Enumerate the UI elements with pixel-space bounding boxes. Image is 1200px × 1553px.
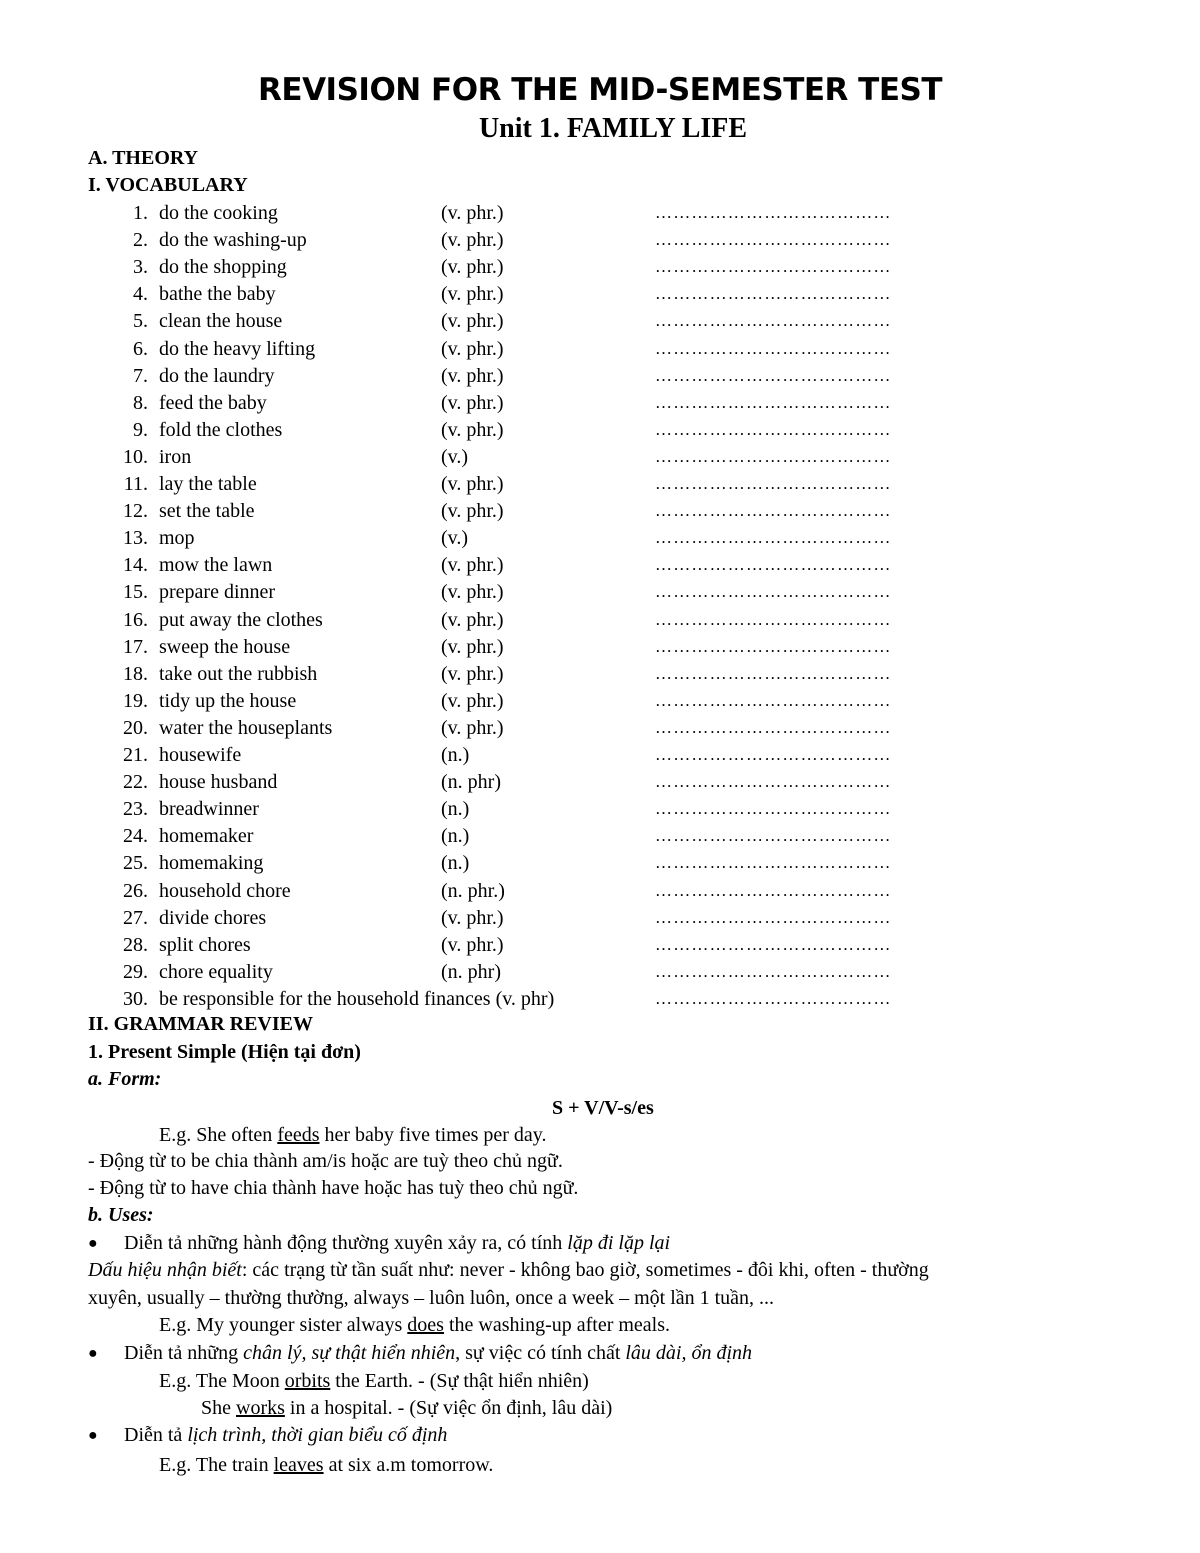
answer-blank[interactable]: ………………………………… [655,311,892,331]
vocabulary-term: mow the lawn [159,554,273,577]
answer-blank[interactable]: ………………………………… [655,609,892,629]
use-text: Diễn tả những [124,1342,244,1364]
vocabulary-part-of-speech: (v. phr.) [441,608,504,631]
answer-blank[interactable]: ………………………………… [655,745,892,764]
signs-text: : các trạng từ tần suất như: never - không bao giờ, sometimes - đôi khi, often - thường [241,1259,929,1281]
use-item [124,1341,752,1365]
use-text: Diễn tả [124,1424,188,1446]
use-emphasis: chân lý, sự thật hiển nhiên [243,1342,456,1364]
vocabulary-term: do the washing-up [159,229,307,252]
example-text: the washing-up after meals. [443,1314,671,1336]
vocabulary-number: 13. [123,527,148,550]
vocabulary-term: do the laundry [159,364,275,387]
vocabulary-part-of-speech: (v. phr.) [441,337,504,360]
vocabulary-part-of-speech: (n.) [441,798,470,821]
vocabulary-part-of-speech: (v. phr.) [441,906,504,929]
vocabulary-part-of-speech: (n. phr) [441,771,501,794]
answer-blank[interactable]: ………………………………… [655,474,892,493]
example-verb: leaves [273,1454,324,1476]
example-text: E.g. She often [159,1124,278,1146]
vocabulary-number: 19. [123,689,148,712]
answer-blank[interactable]: ………………………………… [655,717,892,737]
answer-blank[interactable]: ………………………………… [655,284,892,304]
bullet-icon: ● [88,1427,98,1444]
vocabulary-term: split chores [159,933,251,956]
unit-title: Unit 1. FAMILY LIFE [478,113,748,144]
vocabulary-term: do the shopping [159,256,287,279]
answer-blank[interactable]: ………………………………… [655,555,892,575]
answer-blank[interactable]: ………………………………… [655,907,892,927]
vocabulary-number: 8. [133,391,148,414]
vocabulary-number: 3. [133,256,148,279]
example-text: She [201,1397,236,1419]
grammar-heading: II. GRAMMAR REVIEW [88,1013,313,1035]
vocabulary-term: be responsible for the household finances (v. phr) [159,987,555,1010]
vocabulary-term: iron [159,445,192,468]
vocabulary-part-of-speech: (v. phr.) [441,554,504,577]
vocabulary-term: fold the clothes [159,418,283,441]
bullet-icon: ● [88,1235,98,1252]
vocabulary-part-of-speech: (v. phr.) [441,202,504,224]
vocabulary-term: prepare dinner [159,581,276,604]
answer-blank[interactable]: ………………………………… [655,501,892,521]
vocabulary-part-of-speech: (v. phr.) [441,473,504,495]
use-emphasis: lâu dài, ổn định [625,1342,753,1364]
example-text: E.g. The Moon [159,1370,285,1392]
vocabulary-part-of-speech: (v. phr.) [441,364,504,387]
vocabulary-term: tidy up the house [159,689,297,712]
answer-blank[interactable]: ………………………………… [655,880,892,900]
vocabulary-number: 23. [123,798,148,821]
bullet-icon: ● [88,1345,98,1362]
use-item [124,1423,447,1447]
answer-blank[interactable]: ………………………………… [655,446,892,466]
answer-blank[interactable]: ………………………………… [655,772,892,792]
vocabulary-part-of-speech: (n.) [441,825,470,848]
vocabulary-term: divide chores [159,906,267,929]
answer-blank[interactable]: ………………………………… [655,690,892,710]
vocabulary-part-of-speech: (v. phr.) [441,391,504,414]
vocabulary-term: household chore [159,879,291,902]
answer-blank[interactable]: ………………………………… [655,934,892,954]
example-text: in a hospital. - (Sự việc ổn định, lâu dài) [284,1397,613,1419]
formula: S + V/V-s/es [552,1097,654,1119]
vocabulary-term: feed the baby [159,391,267,414]
vocabulary-term: housewife [159,744,242,766]
answer-blank[interactable]: ………………………………… [655,663,892,683]
vocabulary-term: chore equality [159,960,273,983]
example-verb: orbits [284,1370,331,1392]
page-title: REVISION FOR THE MID-SEMESTER TEST [258,72,942,108]
vocabulary-part-of-speech: (v. phr.) [441,418,504,441]
vocabulary-part-of-speech: (n.) [441,852,470,875]
theory-heading: A. THEORY [88,147,199,169]
use-emphasis: lịch trình, thời gian biểu cố định [187,1424,448,1446]
vocabulary-term: homemaker [159,825,254,848]
answer-blank[interactable]: ………………………………… [655,419,892,439]
vocabulary-term: put away the clothes [159,608,323,631]
signs-label: Dấu hiệu nhận biết [88,1259,242,1281]
vocabulary-number: 10. [123,445,148,468]
vocabulary-term: mop [159,527,195,550]
vocabulary-term: clean the house [159,310,283,333]
vocabulary-part-of-speech: (n. phr) [441,960,501,983]
answer-blank[interactable]: ………………………………… [655,528,892,548]
answer-blank[interactable]: ………………………………… [655,988,892,1008]
vocabulary-number: 9. [133,418,148,441]
example-sentence [159,1313,670,1337]
example-text: her baby five times per day. [319,1124,547,1146]
vocabulary-term: lay the table [159,473,257,495]
answer-blank[interactable]: ………………………………… [655,203,892,222]
example-text: the Earth. - (Sự thật hiển nhiên) [330,1370,589,1392]
answer-blank[interactable]: ………………………………… [655,338,892,358]
vocabulary-part-of-speech: (v. phr.) [441,256,504,279]
vocabulary-number: 7. [133,364,148,387]
vocabulary-part-of-speech: (v. phr.) [441,662,504,685]
answer-blank[interactable]: ………………………………… [655,853,892,873]
vocabulary-part-of-speech: (v. phr.) [441,635,504,658]
vocabulary-number: 22. [123,771,148,794]
answer-blank[interactable]: ………………………………… [655,582,892,602]
vocabulary-term: do the cooking [159,202,278,224]
use-text: , sự việc có tính chất [455,1342,626,1364]
example-text: E.g. My younger sister always [159,1314,408,1336]
example-verb: feeds [277,1124,320,1146]
answer-blank[interactable]: ………………………………… [655,961,892,981]
vocabulary-part-of-speech: (v. phr.) [441,229,504,252]
example-sentence [201,1396,612,1420]
vocabulary-term: breadwinner [159,798,259,821]
example-verb: works [236,1397,285,1419]
vocabulary-number: 16. [123,608,148,631]
answer-blank[interactable]: ………………………………… [655,636,892,656]
vocabulary-number: 18. [123,662,148,685]
vocabulary-number: 29. [123,960,148,983]
vocabulary-term: house husband [159,771,278,794]
vocabulary-part-of-speech: (v. phr.) [441,500,504,523]
example-text: at six a.m tomorrow. [323,1454,494,1476]
vocabulary-part-of-speech: (v. phr.) [441,310,504,333]
answer-blank[interactable]: ………………………………… [655,392,892,412]
vocabulary-number: 27. [123,906,148,929]
vocabulary-term: do the heavy lifting [159,337,316,360]
vocabulary-term: bathe the baby [159,283,276,306]
signs-line [88,1258,929,1282]
vocabulary-number: 28. [123,933,148,956]
vocabulary-term: set the table [159,500,255,523]
vocabulary-number: 15. [123,581,148,604]
note-to-be: - Động từ to be chia thành am/is hoặc are tuỳ theo chủ ngữ. [88,1150,563,1172]
vocabulary-heading: I. VOCABULARY [88,174,248,196]
vocabulary-part-of-speech: (v. phr.) [441,689,504,712]
vocabulary-number: 1. [133,202,148,224]
vocabulary-part-of-speech: (v.) [441,527,469,550]
present-simple-heading: 1. Present Simple (Hiện tại đơn) [88,1041,361,1063]
vocabulary-number: 12. [123,500,148,523]
vocabulary-number: 26. [123,879,148,902]
example-sentence [159,1369,589,1393]
example-sentence [159,1123,546,1147]
example-text: E.g. The train [159,1454,274,1476]
vocabulary-number: 30. [123,987,148,1010]
example-sentence [159,1453,493,1477]
use-emphasis: lặp đi lặp lại [567,1232,671,1254]
use-text: Diễn tả những hành động thường xuyên xảy ra, có tính [124,1232,568,1254]
use-item [124,1231,670,1255]
signs-line: xuyên, usually – thường thường, always – luôn luôn, once a week – một lần 1 tuần, ... [88,1287,775,1309]
vocabulary-number: 5. [133,310,148,333]
vocabulary-number: 4. [133,283,148,306]
vocabulary-part-of-speech: (v. phr.) [441,283,504,306]
vocabulary-number: 17. [123,635,148,658]
answer-blank[interactable]: ………………………………… [655,257,892,277]
answer-blank[interactable]: ………………………………… [655,230,892,250]
vocabulary-part-of-speech: (n. phr.) [441,879,505,902]
form-label: a. Form: [88,1068,162,1090]
vocabulary-number: 21. [123,744,148,766]
vocabulary-number: 11. [123,473,148,495]
vocabulary-number: 20. [123,716,148,739]
answer-blank[interactable]: ………………………………… [655,826,892,846]
vocabulary-term: homemaking [159,852,264,875]
vocabulary-part-of-speech: (v.) [441,445,469,468]
vocabulary-number: 24. [123,825,148,848]
vocabulary-term: take out the rubbish [159,662,318,685]
vocabulary-part-of-speech: (n.) [441,744,470,766]
answer-blank[interactable]: ………………………………… [655,799,892,819]
example-verb: does [407,1314,444,1336]
vocabulary-number: 6. [133,337,148,360]
vocabulary-term: water the houseplants [159,716,333,739]
vocabulary-part-of-speech: (v. phr.) [441,581,504,604]
vocabulary-number: 25. [123,852,148,875]
answer-blank[interactable]: ………………………………… [655,365,892,385]
uses-label: b. Uses: [88,1204,154,1226]
vocabulary-part-of-speech: (v. phr.) [441,716,504,739]
vocabulary-part-of-speech: (v. phr.) [441,933,504,956]
note-to-have: - Động từ to have chia thành have hoặc has tuỳ theo chủ ngữ. [88,1177,579,1199]
vocabulary-number: 14. [123,554,148,577]
vocabulary-term: sweep the house [159,635,291,658]
vocabulary-number: 2. [133,229,148,252]
